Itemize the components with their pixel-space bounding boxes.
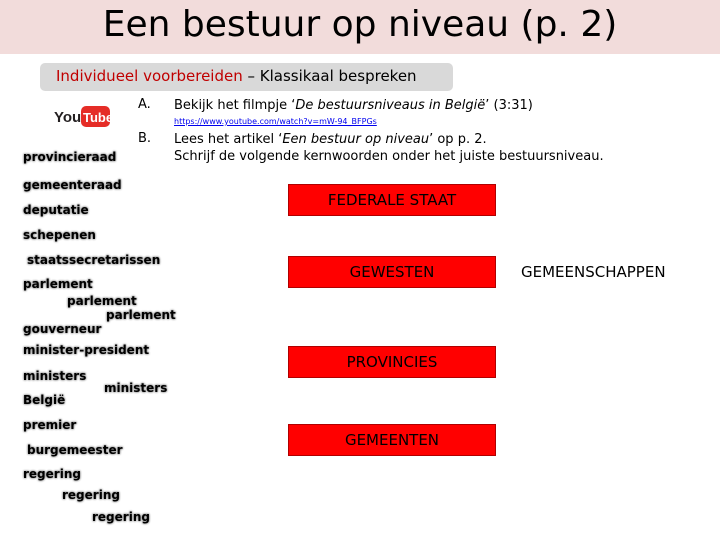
keyword-burgemeester[interactable]: burgemeester [27, 443, 123, 457]
level-communities-label: GEMEENSCHAPPEN [521, 263, 666, 281]
step-b-letter: B. [138, 131, 152, 146]
keyword-minister-president[interactable]: minister-president [23, 343, 150, 357]
step-b-text [174, 131, 604, 165]
step-a-letter: A. [138, 97, 151, 112]
keyword-parlement[interactable]: parlement [106, 308, 176, 322]
step-b-line2: Schrijf de volgende kernwoorden onder het juiste bestuursniveau. [174, 149, 604, 164]
level-federal-box [288, 184, 496, 216]
video-link[interactable]: https://www.youtube.com/watch?v=mW-94_BFPGs [174, 117, 377, 126]
level-regions-label: GEWESTEN [349, 263, 435, 281]
step-b-article-title: Een bestuur op niveau [282, 132, 430, 147]
page-title: Een bestuur op niveau (p. 2) [102, 4, 618, 45]
keyword-deputatie[interactable]: deputatie [23, 203, 89, 217]
step-b-suffix: ’ op p. 2. [429, 132, 487, 147]
step-b-line1 [174, 131, 604, 148]
level-regions-box [288, 256, 496, 288]
level-provinces-label: PROVINCIES [346, 353, 438, 371]
step-a-video-title: De bestuursniveaus in België [295, 98, 486, 113]
instruction-classroom: Klassikaal bespreken [259, 67, 417, 85]
keyword-gouverneur[interactable]: gouverneur [23, 322, 102, 336]
step-b-prefix: Lees het artikel ‘ [174, 132, 283, 147]
level-provinces-box [288, 346, 496, 378]
keyword-premier[interactable]: premier [23, 418, 77, 432]
level-municipalities-label: GEMEENTEN [344, 431, 440, 449]
youtube-logo-you: You [54, 109, 82, 126]
instruction-separator: – [242, 67, 260, 85]
keyword-ministers[interactable]: ministers [23, 369, 87, 383]
keyword-gemeenteraad[interactable]: gemeenteraad [23, 178, 122, 192]
keyword-parlement[interactable]: parlement [23, 277, 93, 291]
step-a-text [174, 97, 533, 114]
step-a-suffix: ’ (3:31) [485, 98, 533, 113]
keyword-regering[interactable]: regering [62, 488, 120, 502]
step-a-prefix: Bekijk het filmpje ‘ [174, 98, 296, 113]
instruction-individual: Individueel voorbereiden [56, 67, 243, 85]
keyword-parlement[interactable]: parlement [67, 294, 137, 308]
level-municipalities-box [288, 424, 496, 456]
keyword-belgie[interactable]: België [23, 393, 66, 407]
keyword-schepenen[interactable]: schepenen [23, 228, 96, 242]
keyword-regering[interactable]: regering [23, 467, 81, 481]
keyword-regering[interactable]: regering [92, 510, 150, 524]
level-federal-label: FEDERALE STAAT [327, 191, 457, 209]
instruction-text [56, 67, 417, 85]
keyword-ministers[interactable]: ministers [104, 381, 168, 395]
keyword-provincieraad[interactable]: provincieraad [23, 150, 117, 164]
youtube-logo-icon [54, 105, 114, 127]
youtube-logo-tube: Tube [83, 110, 114, 125]
keyword-staatssecretarissen[interactable]: staatssecretarissen [27, 253, 161, 267]
